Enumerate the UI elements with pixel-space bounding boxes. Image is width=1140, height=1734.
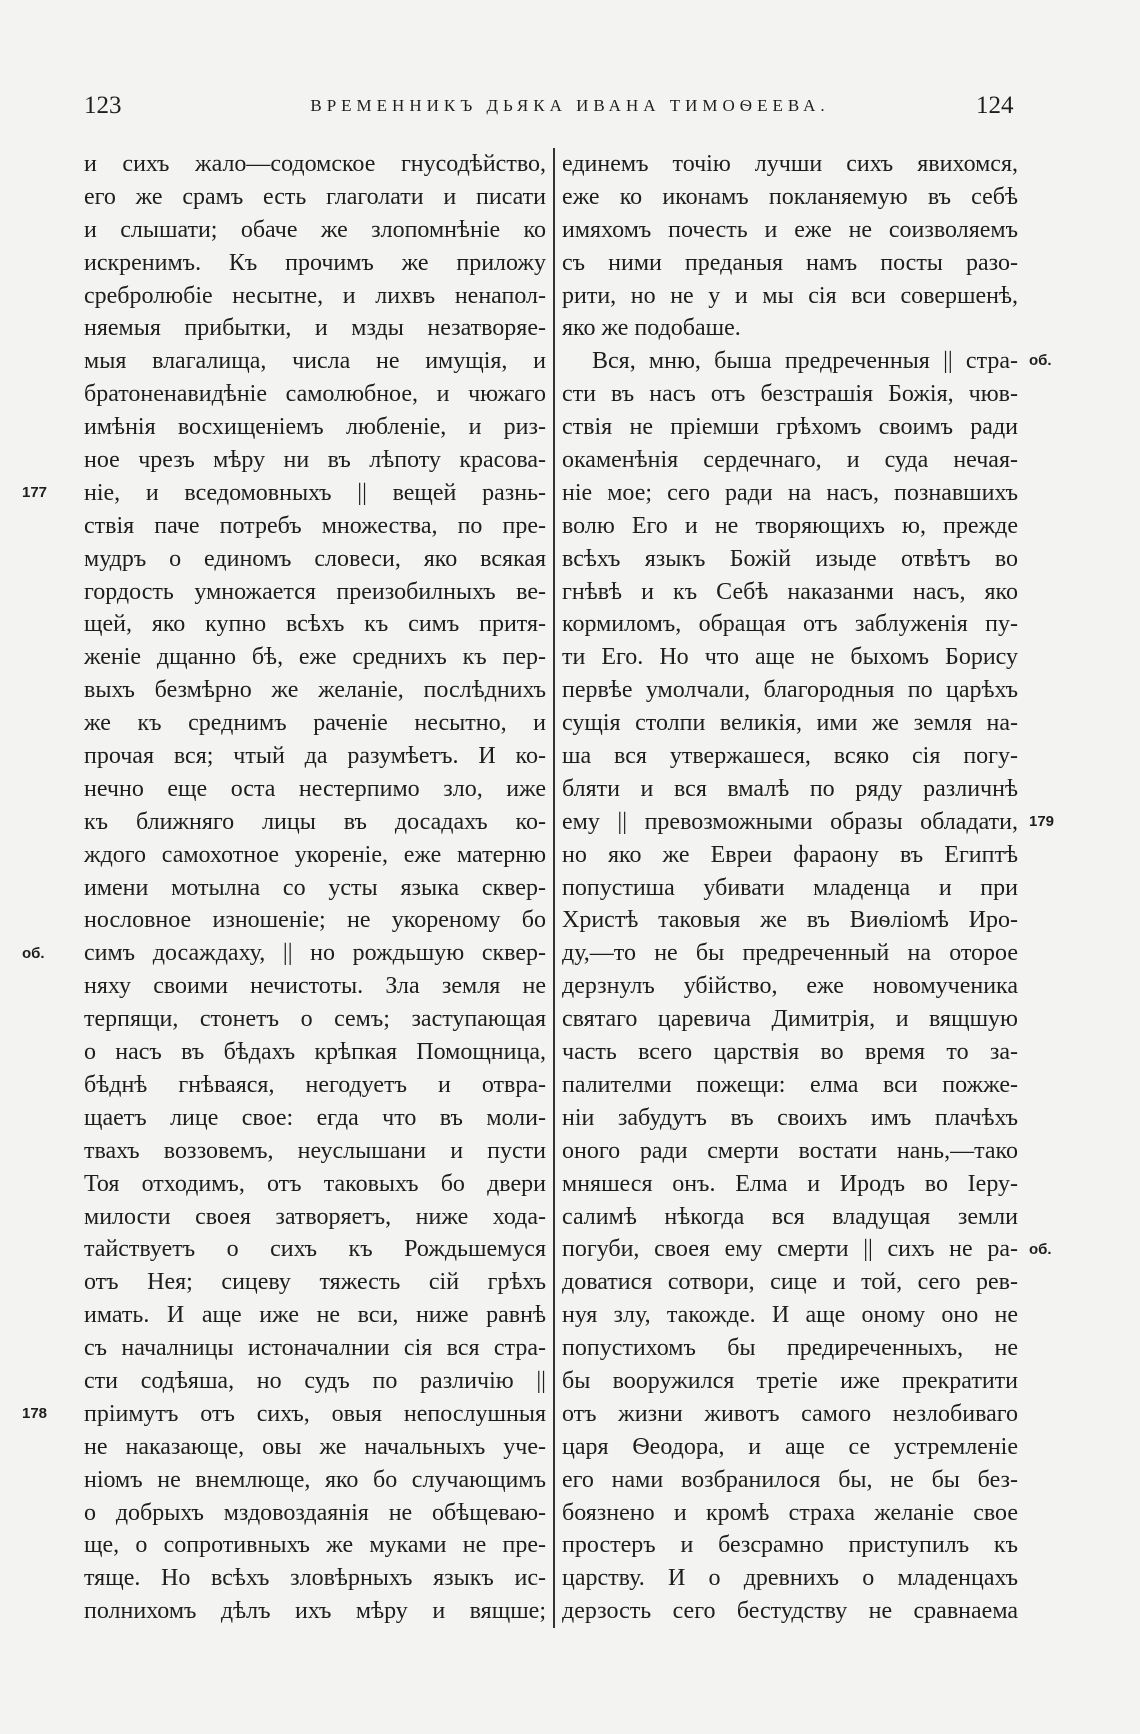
margin-folio-note: об. xyxy=(22,944,45,962)
text-line: и сихъ жало—содомское гнусодѣйство, xyxy=(84,151,546,177)
text-line: палителми пожещи: елма вси пожже- xyxy=(562,1071,1018,1098)
page-number-left: 123 xyxy=(84,92,122,119)
text-line: щаетъ лице свое: егда что въ моли- xyxy=(84,1104,546,1131)
text-line: ствія не пріемши грѣхомъ своимъ ради xyxy=(562,414,1018,441)
text-line: съ началницы истоначалнии сія вся стра- xyxy=(84,1335,546,1362)
text-line: и слышати; обаче же злопомнѣніе ко xyxy=(84,216,546,243)
margin-folio-note: об. xyxy=(1029,1240,1052,1258)
text-line: полнихомъ дѣлъ ихъ мѣру и вящше; xyxy=(84,1598,546,1625)
text-line: отъ Нея; сицеву тяжесть сій грѣхъ xyxy=(84,1269,546,1296)
text-line: ное чрезъ мѣру ни въ лѣпоту красова- xyxy=(84,447,546,474)
text-line: терпящи, стонетъ о семъ; заступающая xyxy=(84,1006,546,1033)
text-line: пріимутъ отъ сихъ, овыя непослушныя xyxy=(84,1400,546,1427)
text-line: братоненавидѣніе самолюбное, и чюжаго xyxy=(84,381,546,408)
text-line: гордость умножается преизобилныхъ ве- xyxy=(84,578,546,605)
text-line: боязнено и кромѣ страха желаніе свое xyxy=(562,1499,1018,1526)
text-line: царя Ѳеодора, и аще се устремленіе xyxy=(562,1433,1018,1460)
text-line: искренимъ. Къ прочимъ же приложу xyxy=(84,249,546,276)
text-line: ти Его. Но что аще не быхомъ Борису xyxy=(562,644,1018,671)
text-line: нословное изношеніе; не укореному бо xyxy=(84,907,546,934)
text-line: ждого самохотное укореніе, еже матерню xyxy=(84,841,546,868)
text-line: Тоя отходимъ, отъ таковыхъ бо двери xyxy=(84,1170,546,1197)
text-line: сребролюбіе несытне, и лихвъ ненапол- xyxy=(84,282,546,309)
text-line: не наказающе, овы же начальныхъ уче- xyxy=(84,1433,546,1460)
text-line: волю Его и не творяющихъ ю, прежде xyxy=(562,512,1018,539)
text-line: отъ жизни животъ самого незлобиваго xyxy=(562,1400,1018,1427)
text-line: няху своими нечистоты. Зла земля не xyxy=(84,973,546,1000)
text-line: ствія паче потребъ множества, по пре- xyxy=(84,512,546,539)
text-line: щей, яко купно всѣхъ къ симъ притя- xyxy=(84,611,546,638)
text-line: всѣхъ языкъ Божій изыде отвѣтъ во xyxy=(562,545,1018,572)
text-line: окаменѣнія сердечнаго, и суда нечая- xyxy=(562,447,1018,474)
text-line: ще, о сопротивныхъ же муками не пре- xyxy=(84,1532,546,1559)
text-line: прочая вся; чтый да разумѣетъ. И ко- xyxy=(84,743,546,770)
text-line: симъ досаждаху, || но рождьшую сквер- xyxy=(84,940,546,967)
text-line: же къ среднимъ раченіе несытно, и xyxy=(84,710,546,737)
right-column xyxy=(562,148,1055,1628)
text-line: имать. И аще иже не вси, ниже равнѣ xyxy=(84,1302,546,1329)
text-line: сущія столпи великія, ими же земля на- xyxy=(562,710,1018,737)
text-line: дерзнулъ убійство, еже новомученика xyxy=(562,973,1018,1000)
running-title: ВРЕМЕННИКЪ ДЬЯКА ИВАНА ТИМОѲЕЕВА. xyxy=(310,96,830,115)
text-line: имени мотылна со усты языка сквер- xyxy=(84,874,546,901)
margin-folio-note: об. xyxy=(1029,352,1052,370)
text-line: о добрыхъ мздовоздаянія не обѣщеваю- xyxy=(84,1499,546,1526)
text-line: женіе дщанно бѣ, еже среднихъ къ пер- xyxy=(84,644,546,671)
text-line: часть всего царствія во время то за- xyxy=(562,1039,1018,1066)
text-line: дерзость сего бестудству не сравнаема xyxy=(562,1598,1018,1625)
text-line: ніе мое; сего ради на насъ, познавшихъ xyxy=(562,479,1018,506)
text-line: еже ко иконамъ покланяемую въ себѣ xyxy=(562,183,1018,210)
text-line: сти въ насъ отъ безстрашія Божія, чюв- xyxy=(562,381,1018,408)
text-line: святаго царевича Димитрія, и вящшую xyxy=(562,1006,1018,1033)
margin-folio-note: 179 xyxy=(1029,813,1055,830)
text-line: его же срамъ есть глаголати и писати xyxy=(84,183,546,210)
text-line: погуби, своея ему смерти || сихъ не ра- xyxy=(562,1236,1018,1263)
text-line: кормиломъ, обращая отъ заблуженія пу- xyxy=(562,611,1018,638)
text-line: ніомъ не внемлюще, яко бо случающимъ xyxy=(84,1466,546,1493)
text-line: простеръ и безсрамно приступилъ къ xyxy=(562,1532,1018,1559)
text-line: милости своея затворяетъ, ниже хода- xyxy=(84,1203,546,1230)
text-line: бы вооружился третіе иже прекратити xyxy=(562,1367,1018,1394)
text-line: нуя злу, такожде. И аще оному оно не xyxy=(562,1302,1018,1329)
text-line: о насъ въ бѣдахъ крѣпкая Помощница, xyxy=(84,1039,546,1066)
text-line: салимѣ нѣкогда вся владущая земли xyxy=(562,1203,1018,1230)
page-number-right: 124 xyxy=(976,92,1014,119)
text-line: съ ними преданыя намъ посты разо- xyxy=(562,249,1018,276)
text-line: сти содѣяша, но судъ по различію || xyxy=(84,1367,546,1394)
text-line: няемыя прибытки, и мзды незатворяе- xyxy=(84,315,546,342)
text-line: имяхомъ почесть и еже не соизволяемъ xyxy=(562,216,1018,243)
text-line: бляти и вся вмалѣ по ряду различнѣ xyxy=(562,775,1018,802)
text-line: яко же подобаше. xyxy=(562,315,741,342)
text-line: тяще. Но всѣхъ зловѣрныхъ языкъ ис- xyxy=(84,1565,546,1592)
text-line: попустиша убивати младенца и при xyxy=(562,874,1018,901)
text-line: мудръ о единомъ словеси, яко всякая xyxy=(84,545,546,572)
text-line: оного ради смерти востати нань,—тако xyxy=(562,1137,1018,1164)
text-line: тайствуетъ о сихъ къ Рождьшемуся xyxy=(84,1236,546,1263)
text-line: его нами возбранилося бы, не бы без- xyxy=(562,1466,1018,1493)
text-line: гнѣвѣ и къ Себѣ наказанми насъ, яко xyxy=(562,578,1018,605)
text-line: но яко же Евреи фараону въ Египтѣ xyxy=(562,841,1018,868)
text-line: ду,—то не бы предреченный на оторое xyxy=(562,940,1018,967)
text-line: бѣднѣ гнѣваяся, негодуетъ и отвра- xyxy=(84,1071,546,1098)
text-line: попустихомъ бы предиреченныхъ, не xyxy=(562,1335,1018,1362)
text-line: мняшеся онъ. Елма и Иродъ во Іеру- xyxy=(562,1170,1018,1197)
text-line: ему || превозможными образы обладати, xyxy=(562,808,1018,835)
text-line: ша вся утвержашеся, всяко сія погу- xyxy=(562,743,1018,770)
text-line: рити, но не у и мы сія вси совершенѣ, xyxy=(562,282,1018,309)
text-line: ніе, и вседомовныхъ || вещей разнь- xyxy=(84,479,546,506)
text-line: единемъ точію лучши сихъ явихомся, xyxy=(562,151,1018,177)
text-line: Христѣ таковыя же въ Виѳліомѣ Иро- xyxy=(562,907,1018,934)
text-line: выхъ безмѣрно же желаніе, послѣднихъ xyxy=(84,677,546,704)
text-line: ніи забудутъ въ своихъ имъ плачѣхъ xyxy=(562,1104,1018,1131)
text-line: имѣнія восхищеніемъ любленіе, и риз- xyxy=(84,414,546,441)
text-line: царству. И о древнихъ о младенцахъ xyxy=(562,1565,1018,1592)
text-line: доватися сотвори, сице и той, сего рев- xyxy=(562,1269,1018,1296)
text-line: первѣе умолчали, благородныя по царѣхъ xyxy=(562,677,1018,704)
column-divider xyxy=(553,148,555,1628)
text-line: нечно еще оста нестерпимо зло, иже xyxy=(84,775,546,802)
text-line: къ ближняго лицы въ досадахъ ко- xyxy=(84,808,546,835)
left-column xyxy=(22,148,546,1628)
text-line: Вся, мню, быша предреченныя || стра- xyxy=(592,348,1018,375)
margin-folio-note: 178 xyxy=(22,1405,48,1423)
text-line: мыя влагалища, числа не имущія, и xyxy=(84,348,546,375)
text-line: твахъ воззовемъ, неуслышани и пусти xyxy=(84,1137,546,1164)
margin-folio-note: 177 xyxy=(22,484,48,501)
